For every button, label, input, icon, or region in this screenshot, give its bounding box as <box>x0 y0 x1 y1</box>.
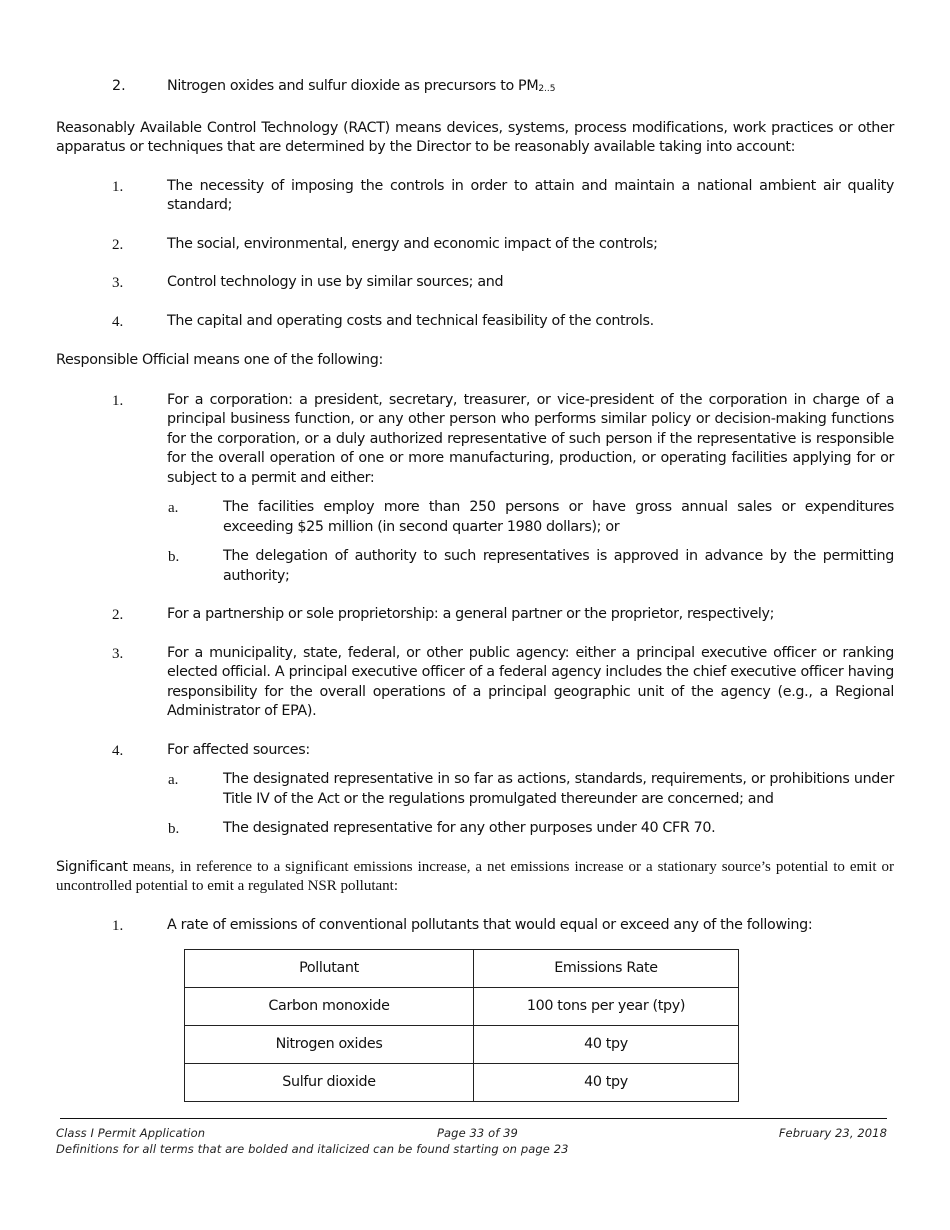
list-item <box>56 391 894 489</box>
list-item-text: For affected sources: <box>167 741 310 758</box>
sub-list-item <box>56 770 894 809</box>
list-item-text: The capital and operating costs and technical feasibility of the controls. <box>167 312 654 329</box>
list-number: 2. <box>112 607 124 623</box>
list-item-text: For a corporation: a president, secretary, treasurer, or vice-president of the corporation in charge of a principal business function, or any other person who performs similar policy or decision-making functions for the corporation, or a duly authorized representative of such person if the representative is responsible for the overall operation of one or more manufacturing, production, or operating facilities applying for or subject to a permit and either: <box>167 391 894 486</box>
table-cell: 40 tpy <box>474 1026 739 1064</box>
footer-definitions-note: Definitions for all terms that are bolded and italicized can be found starting on page 23 <box>56 1142 569 1156</box>
list-item <box>56 235 894 255</box>
definition-text: means one of the following: <box>189 352 383 368</box>
table-cell: 100 tons per year (tpy) <box>474 988 739 1026</box>
sub-list-item <box>56 498 894 537</box>
column-header-pollutant: Pollutant <box>185 950 474 988</box>
definition-text: means devices, systems, process modifications, work practices or other apparatus or techniques that are determined by the Director to be reasonably available taking into account: <box>56 119 894 155</box>
list-number: 3. <box>112 645 124 662</box>
list-item <box>56 741 894 761</box>
table-row <box>185 1064 739 1102</box>
list-item <box>56 177 894 216</box>
list-item <box>56 916 894 936</box>
list-item-text: A rate of emissions of conventional pollutants that would equal or exceed any of the following: <box>167 916 813 933</box>
list-item <box>56 273 894 293</box>
column-header-emissions-rate: Emissions Rate <box>474 950 739 988</box>
sub-list-item <box>56 819 894 839</box>
list-letter: b. <box>168 821 180 837</box>
sub-list-item <box>56 547 894 586</box>
significant-definition <box>56 858 894 897</box>
list-item-text: For a partnership or sole proprietorship: a general partner or the proprietor, respectively; <box>167 606 775 622</box>
list-letter: a. <box>168 500 179 516</box>
table-row <box>185 1026 739 1064</box>
footer-divider <box>60 1118 887 1119</box>
list-number: 1. <box>112 178 124 195</box>
footer-document-title: Class I Permit Application <box>56 1126 206 1140</box>
table-row <box>185 988 739 1026</box>
pm-precursor-item <box>56 77 894 100</box>
list-number: 4. <box>112 313 124 330</box>
defined-term: Significant <box>56 858 128 875</box>
list-item-text: The delegation of authority to such representatives is approved in advance by the permitting authority; <box>223 548 894 584</box>
defined-term: Reasonably Available Control Technology (RACT) <box>56 119 390 136</box>
table-cell: 40 tpy <box>474 1064 739 1102</box>
defined-term: Responsible Official <box>56 352 190 368</box>
list-item <box>56 312 894 332</box>
list-item-text: The necessity of imposing the controls in order to attain and maintain a national ambient air quality standard; <box>167 177 894 213</box>
emissions-rate-table <box>184 949 739 1102</box>
table-cell: Carbon monoxide <box>185 988 474 1026</box>
list-item <box>56 644 894 722</box>
list-item-text: The social, environmental, energy and economic impact of the controls; <box>167 235 658 252</box>
list-number: 3. <box>112 275 124 291</box>
list-item <box>56 605 894 625</box>
table-cell: Sulfur dioxide <box>185 1064 474 1102</box>
list-number: 1. <box>112 917 124 934</box>
list-number: 2. <box>112 78 126 94</box>
document-page <box>56 77 894 935</box>
list-item-text: The designated representative for any other purposes under 40 CFR 70. <box>223 820 716 836</box>
ract-definition <box>56 119 894 158</box>
table-cell: Nitrogen oxides <box>185 1026 474 1064</box>
list-item-text: For a municipality, state, federal, or other public agency: either a principal executive officer or ranking elected official. A principal executive officer of a federal agency includes the chief executive officer having responsibility for the overall operations of a principal geographic unit of the agency (e.g., a Regional Administrator of EPA). <box>167 644 894 719</box>
list-item-text: Control technology in use by similar sources; and <box>167 274 504 290</box>
list-number: 4. <box>112 742 124 759</box>
definition-text: means, in reference to a significant emissions increase, a net emissions increase or a stationary source’s potential to emit or uncontrolled potential to emit a regulated NSR pollutant: <box>56 858 894 894</box>
responsible-official-definition <box>56 351 894 371</box>
list-item-text: Nitrogen oxides and sulfur dioxide as precursors to PM <box>167 78 539 94</box>
list-item-text: The facilities employ more than 250 persons or have gross annual sales or expenditures exceeding $25 million (in second quarter 1980 dollars); or <box>223 499 894 535</box>
list-number: 1. <box>112 392 124 409</box>
list-item-text: The designated representative in so far as actions, standards, requirements, or prohibitions under Title IV of the Act or the regulations promulgated thereunder are concerned; and <box>223 771 894 807</box>
table-header-row <box>185 950 739 988</box>
list-number: 2. <box>112 236 124 253</box>
list-letter: a. <box>168 772 179 788</box>
footer-page-number: Page 33 of 39 <box>437 1126 518 1140</box>
list-letter: b. <box>168 549 180 565</box>
footer-date: February 23, 2018 <box>778 1126 887 1140</box>
pm-subscript: 2..5 <box>538 84 556 94</box>
